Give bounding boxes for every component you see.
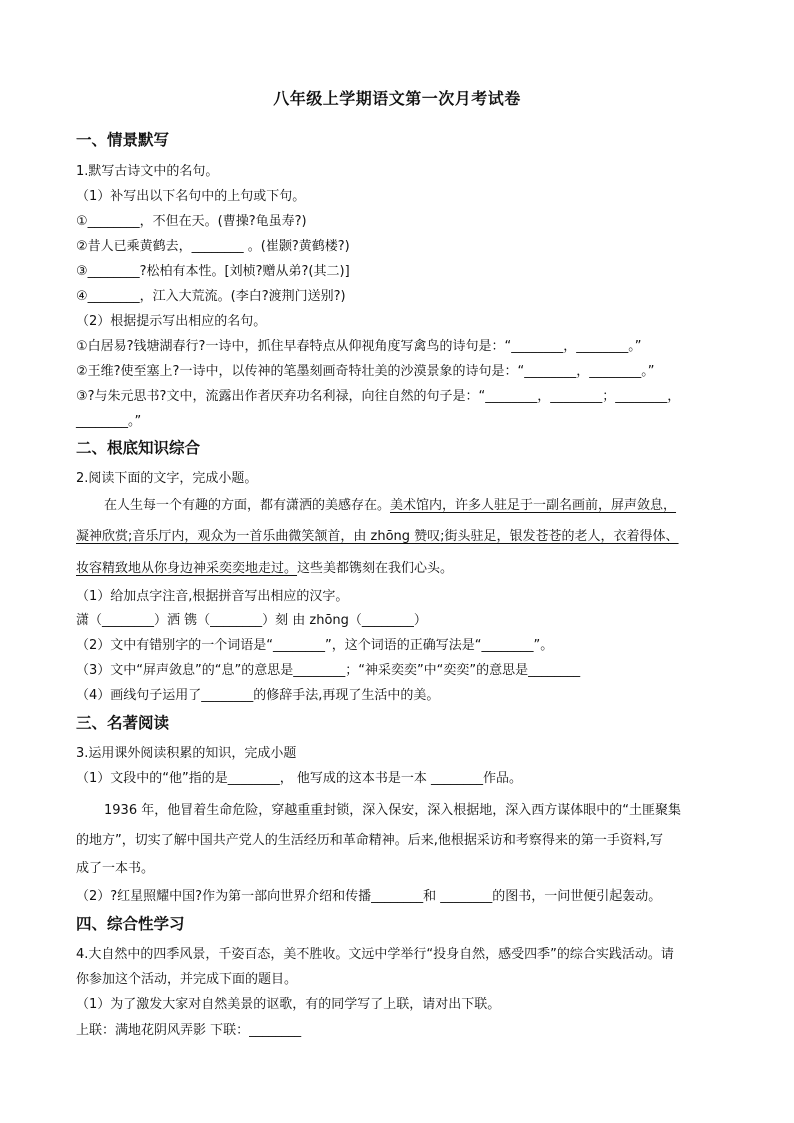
q2-part4: （4）画线句子运用了________的修辞手法,再现了生活中的美。 bbox=[76, 688, 440, 703]
q2-part3: （3）文中“屏声敛息”的“息”的意思是________；“神采奕奕”中“奕奕”的意思是________ bbox=[76, 663, 581, 678]
q4-couplet: 上联：满地花阴风弄影 下联：________ bbox=[76, 1023, 302, 1038]
q2-underlined-sentence-3: 妆容精致地从你身边神采奕奕地走过。 bbox=[76, 561, 298, 576]
q1-line-b2: ②王维?使至塞上?一诗中，以传神的笔墨刻画奇特壮美的沙漠景象的诗句是：“________，________。” bbox=[76, 364, 655, 379]
q2-part1: （1）给加点字注音,根据拼音写出相应的汉字。 bbox=[76, 589, 349, 604]
q3-paragraph-line2: 的地方”，切实了解中国共产党人的生活经历和革命精神。后来,他根据采访和考察得来的第一手资料,写 bbox=[76, 833, 664, 848]
q3-stem: 3.运用课外阅读积累的知识，完成小题 bbox=[76, 746, 297, 761]
q1-line-b3-cont: ________。” bbox=[76, 414, 142, 429]
q2-stem: 2.阅读下面的文字，完成小题。 bbox=[76, 471, 258, 486]
q1-line-a1: ①________，不但在天。(曹操?龟虽寿?) bbox=[76, 214, 307, 229]
q4-stem-line1: 4.大自然中的四季风景，千姿百态，美不胜收。文远中学举行“投身自然，感受四季”的综合实践活动。请 bbox=[76, 947, 674, 962]
q1-line-a4: ④________，江入大荒流。(李白?渡荆门送别?) bbox=[76, 289, 346, 304]
q2-part1-answers: 潇（________）洒 镌（________）刻 由 zhōng（________） bbox=[76, 613, 427, 628]
section-heading-1: 一、情景默写 bbox=[76, 131, 170, 149]
q3-paragraph-line3: 成了一本书。 bbox=[76, 861, 155, 876]
q2-paragraph-line3 bbox=[76, 560, 453, 578]
q1-line-a3: ③________?松柏有本性。[刘桢?赠从弟?(其二)] bbox=[76, 264, 350, 279]
q3-part1: （1）文段中的“他”指的是________， 他写成的这本书是一本 ________作品。 bbox=[76, 771, 523, 786]
q2-para-end: 这些美都镌刻在我们心头。 bbox=[297, 561, 454, 576]
q1-line-b1: ①白居易?钱塘湖春行?一诗中，抓住早春特点从仰视角度写禽鸟的诗句是：“________，________。” bbox=[76, 339, 642, 354]
q2-underlined-sentence-2: 凝神欣赏;音乐厅内，观众为一首乐曲微笑颔首，由 zhōng 赞叹;街头驻足，银发苍苍的老人，衣着得体、 bbox=[76, 529, 679, 544]
q3-paragraph-line1: 1936 年，他冒着生命危险，穿越重重封锁，深入保安，深入根据地，深入西方谋体眼中的“土匪聚集 bbox=[104, 803, 681, 818]
q2-para-start: 在人生每一个有趣的方面，都有潇洒的美感存在。 bbox=[104, 498, 391, 513]
page-title: 八年级上学期语文第一次月考试卷 bbox=[273, 89, 521, 108]
q3-part2: （2）?红星照耀中国?作为第一部向世界介绍和传播________和 ________的图书，一问世便引起轰动。 bbox=[76, 889, 662, 904]
section-heading-3: 三、名著阅读 bbox=[76, 714, 170, 732]
q4-part1: （1）为了激发大家对自然美景的讴歌，有的同学写了上联，请对出下联。 bbox=[76, 997, 501, 1012]
q1-part2: （2）根据提示写出相应的名句。 bbox=[76, 314, 267, 329]
q1-part1: （1）补写出以下名句中的上句或下句。 bbox=[76, 189, 306, 204]
section-heading-4: 四、综合性学习 bbox=[76, 915, 185, 933]
q1-line-a2: ②昔人已乘黄鹤去，________ 。(崔颢?黄鹤楼?) bbox=[76, 239, 350, 254]
section-heading-2: 二、根底知识综合 bbox=[76, 439, 201, 457]
q2-part2: （2）文中有错别字的一个词语是“________”，这个词语的正确写法是“________”。 bbox=[76, 638, 554, 653]
q4-stem-line2: 你参加这个活动，并完成下面的题目。 bbox=[76, 972, 298, 987]
q1-stem: 1.默写古诗文中的名句。 bbox=[76, 164, 219, 179]
q1-line-b3: ③?与朱元思书?文中，流露出作者厌弃功名利禄，向往自然的句子是：“________，________；________， bbox=[76, 389, 681, 404]
q2-paragraph-line1 bbox=[104, 497, 676, 515]
q2-underlined-sentence-1: 美术馆内，许多人驻足于一副名画前，屏声敛息， bbox=[390, 498, 677, 513]
